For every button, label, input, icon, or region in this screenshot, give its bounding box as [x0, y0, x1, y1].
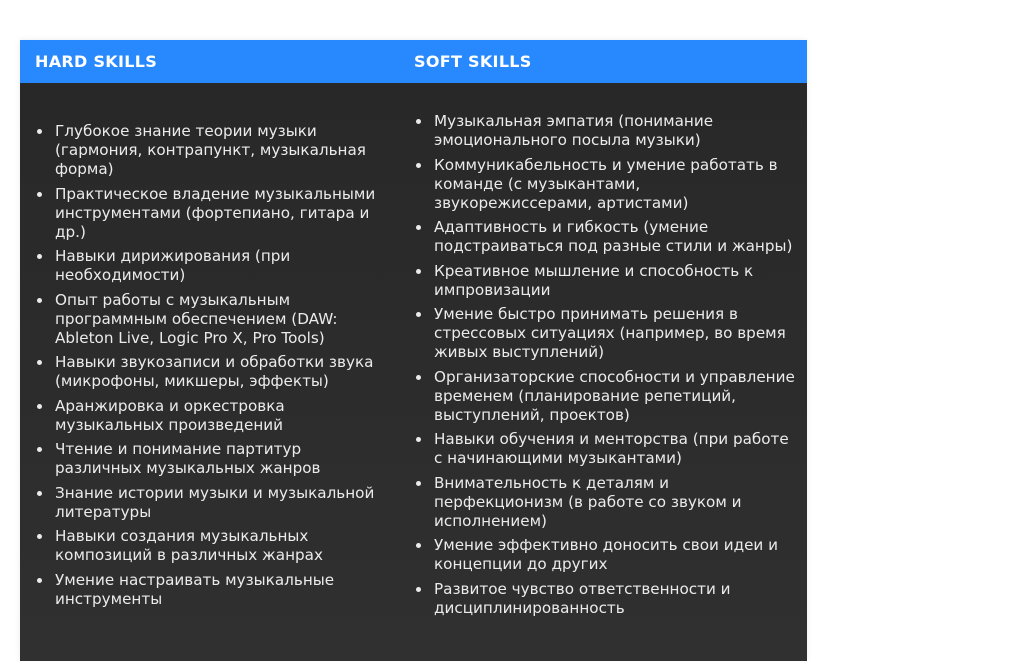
hard-skills-list	[35, 122, 391, 609]
list-item: Умение быстро принимать решения в стрессовых ситуациях (например, во время живых выступлений)	[414, 305, 795, 362]
list-item: Умение эффективно доносить свои идеи и концепции до других	[414, 536, 795, 574]
list-item: Знание истории музыки и музыкальной литературы	[35, 484, 391, 522]
list-item: Чтение и понимание партитур различных музыкальных жанров	[35, 440, 391, 478]
list-item: Внимательность к деталям и перфекционизм (в работе со звуком и исполнением)	[414, 474, 795, 531]
list-item: Развитое чувство ответственности и дисциплинированность	[414, 580, 795, 618]
list-item: Практическое владение музыкальными инструментами (фортепиано, гитара и др.)	[35, 185, 391, 242]
soft-skills-header: SOFT SKILLS	[414, 52, 532, 71]
list-item: Аранжировка и оркестровка музыкальных произведений	[35, 397, 391, 435]
table-body-row	[20, 83, 807, 661]
list-item: Музыкальная эмпатия (понимание эмоционального посыла музыки)	[414, 112, 795, 150]
hard-skills-column	[20, 83, 399, 661]
skills-table	[20, 40, 807, 661]
soft-skills-list	[414, 112, 795, 618]
list-item: Адаптивность и гибкость (умение подстраиваться под разные стили и жанры)	[414, 218, 795, 256]
list-item: Навыки создания музыкальных композиций в различных жанрах	[35, 527, 391, 565]
list-item: Опыт работы с музыкальным программным обеспечением (DAW: Ableton Live, Logic Pro X, Pro Tools)	[35, 291, 391, 348]
table-header-row	[20, 40, 807, 83]
list-item: Креативное мышление и способность к импровизации	[414, 262, 795, 300]
list-item: Умение настраивать музыкальные инструменты	[35, 571, 391, 609]
soft-skills-column	[399, 83, 807, 661]
list-item: Навыки обучения и менторства (при работе с начинающими музыкантами)	[414, 430, 795, 468]
list-item: Организаторские способности и управление временем (планирование репетиций, выступлений, проектов)	[414, 368, 795, 425]
list-item: Навыки звукозаписи и обработки звука (микрофоны, микшеры, эффекты)	[35, 353, 391, 391]
list-item: Глубокое знание теории музыки (гармония, контрапункт, музыкальная форма)	[35, 122, 391, 179]
list-item: Коммуникабельность и умение работать в команде (с музыкантами, звукорежиссерами, артистами)	[414, 156, 795, 213]
hard-skills-header: HARD SKILLS	[35, 52, 158, 71]
list-item: Навыки дирижирования (при необходимости)	[35, 247, 391, 285]
